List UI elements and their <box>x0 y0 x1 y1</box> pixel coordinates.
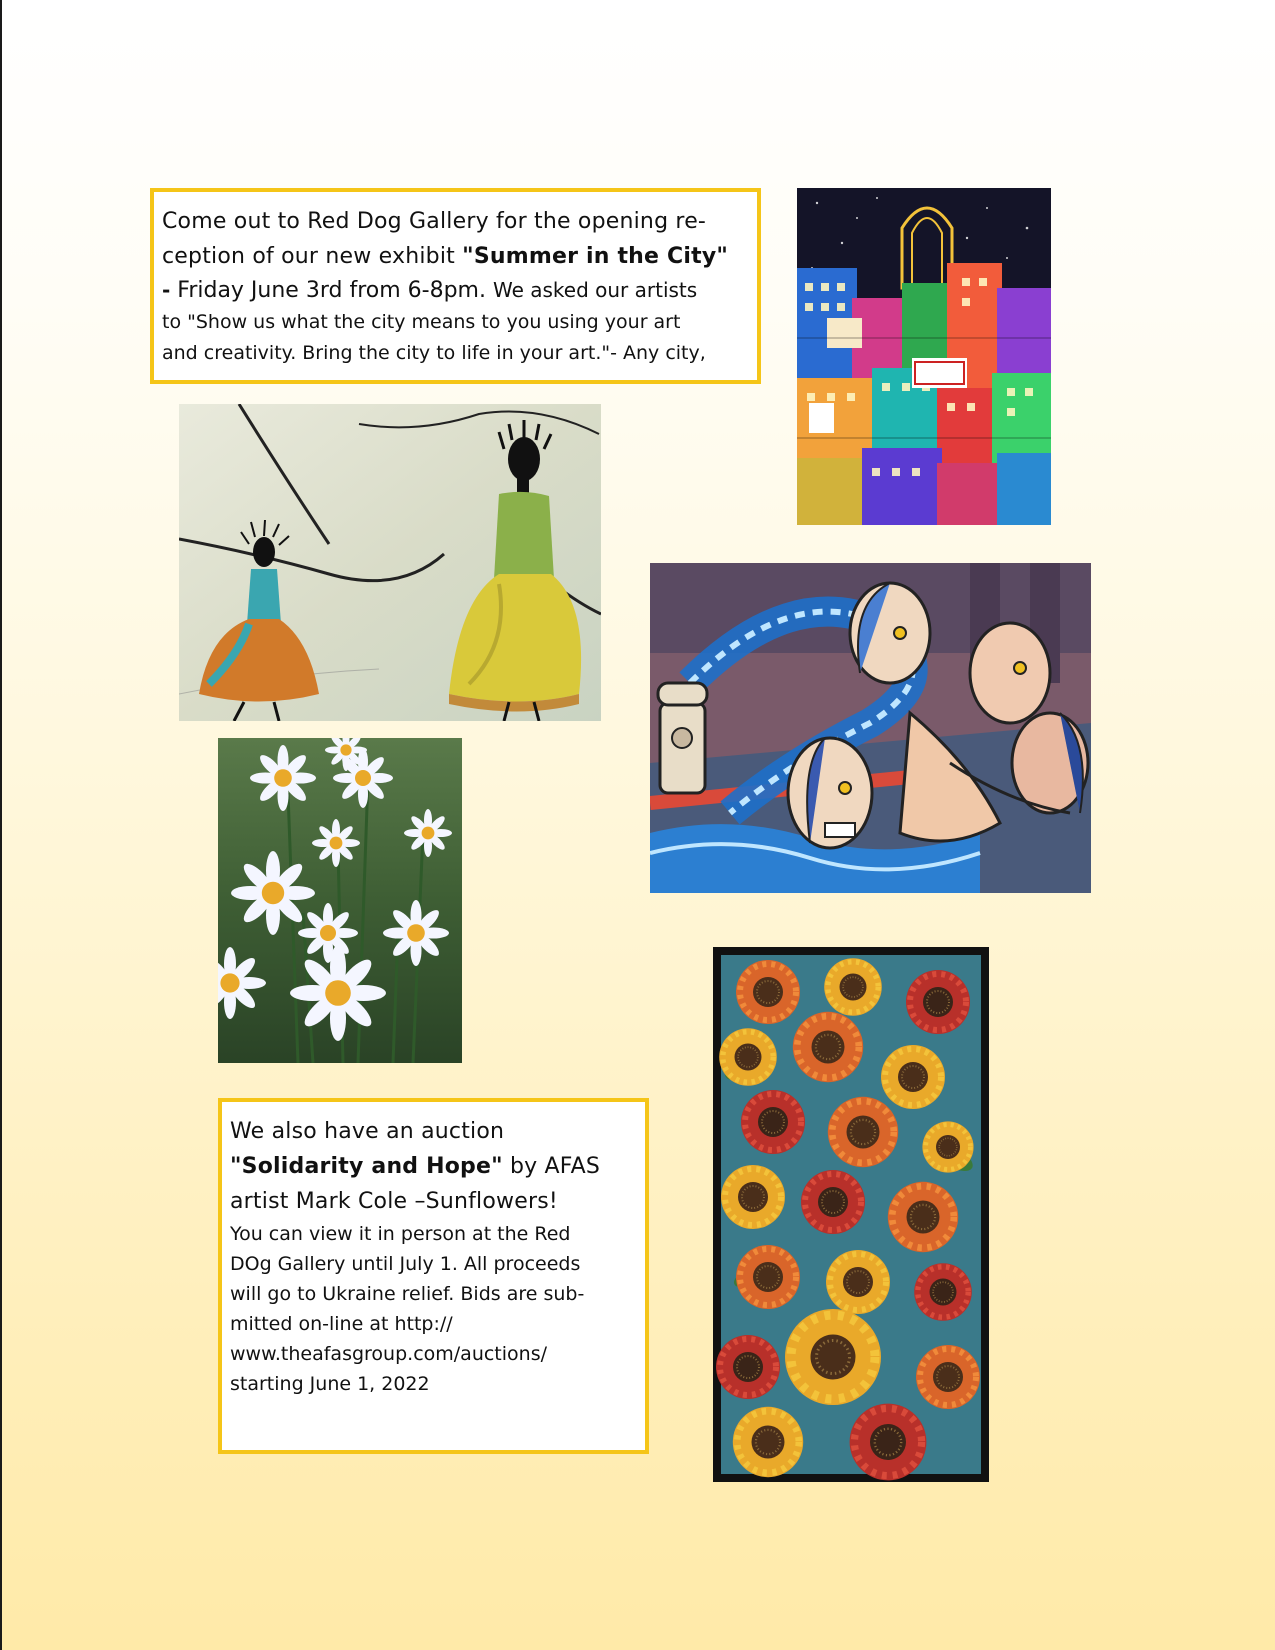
intro-line-2: ception of our new exhibit "Summer in the City" <box>162 244 729 269</box>
intro-line-5: and creativity. Bring the city to life in your art."- Any city, <box>162 342 706 364</box>
intro-line-1: Come out to Red Dog Gallery for the opening re- <box>162 209 707 234</box>
intro-line-3: - Friday June 3rd from 6-8pm. We asked our artists <box>162 278 698 303</box>
dancers-painting <box>179 404 601 721</box>
auction-line-3: artist Mark Cole –Sunflowers! <box>230 1189 558 1214</box>
auction-title: "Solidarity and Hope" <box>230 1154 503 1179</box>
auction-line-8: www.theafasgroup.com/auctions/ <box>230 1343 547 1365</box>
auction-line-5: DOg Gallery until July 1. All proceeds <box>230 1253 581 1275</box>
auction-line-9: starting June 1, 2022 <box>230 1373 430 1395</box>
auction-line-6: will go to Ukraine relief. Bids are sub- <box>230 1283 585 1305</box>
page-left-border <box>0 0 2 1650</box>
daisies-painting <box>218 738 462 1063</box>
intro-text-box <box>150 188 761 384</box>
auction-line-7: mitted on-line at http:// <box>230 1313 453 1335</box>
auction-line-2: "Solidarity and Hope" by AFAS <box>230 1154 601 1179</box>
city-skyline-painting <box>797 188 1051 525</box>
auction-line-1: We also have an auction <box>230 1119 505 1144</box>
swimmers-painting <box>650 563 1091 893</box>
exhibit-title: "Summer in the City" <box>462 244 729 269</box>
intro-line-4: to "Show us what the city means to you using your art <box>162 311 681 333</box>
auction-line-4: You can view it in person at the Red <box>230 1223 571 1245</box>
auction-text-box <box>218 1098 649 1454</box>
sunflowers-painting <box>713 947 989 1482</box>
